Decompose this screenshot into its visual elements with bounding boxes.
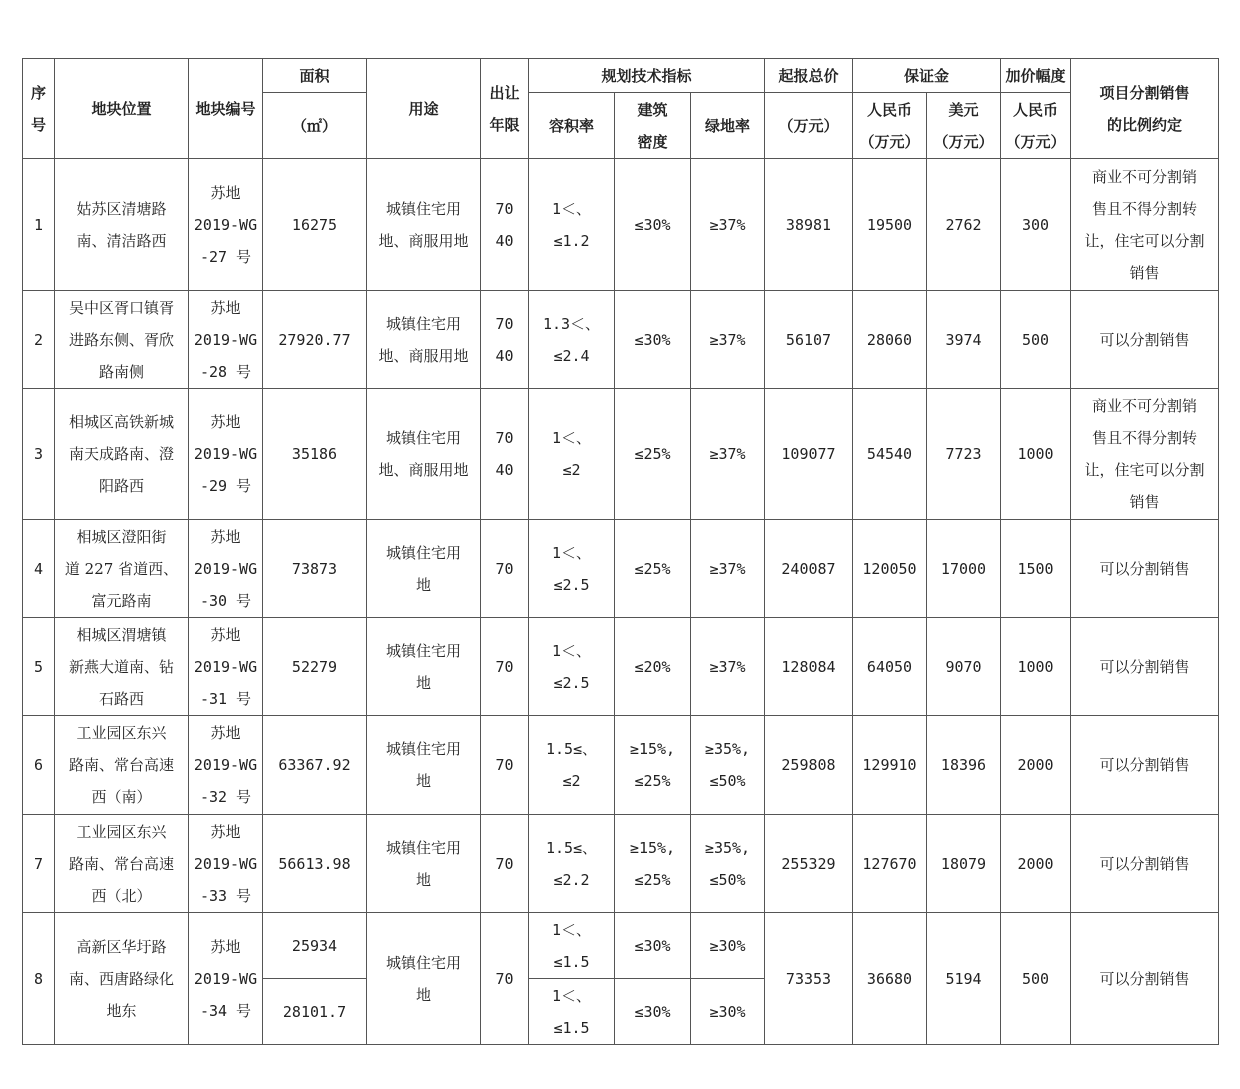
cell-seq: 7: [23, 815, 55, 913]
cell-price: 259808: [765, 716, 853, 815]
cell-term: 70 40: [481, 159, 529, 291]
cell-area: 56613.98: [263, 815, 367, 913]
header-area: 面积: [263, 59, 367, 93]
cell-increment: 1500: [1001, 520, 1071, 618]
cell-use: 城镇住宅用 地、商服用地: [367, 159, 481, 291]
cell-term: 70: [481, 913, 529, 1045]
cell-increment: 500: [1001, 913, 1071, 1045]
header-use: 用途: [367, 59, 481, 159]
cell-deposit-usd: 17000: [927, 520, 1001, 618]
land-parcel-table: [22, 58, 1219, 1045]
cell-split: 商业不可分割销 售且不得分割转 让，住宅可以分割 销售: [1071, 389, 1219, 520]
cell-far: 1＜、 ≤1.5: [529, 913, 615, 979]
cell-deposit-rmb: 129910: [853, 716, 927, 815]
cell-location: 相城区高铁新城 南天成路南、澄 阳路西: [55, 389, 189, 520]
cell-price: 240087: [765, 520, 853, 618]
header-increment-rmb: 人民币 （万元）: [1001, 93, 1071, 159]
header-far: 容积率: [529, 93, 615, 159]
cell-seq: 6: [23, 716, 55, 815]
header-seq: 序 号: [23, 59, 55, 159]
cell-location: 相城区澄阳街 道 227 省道西、 富元路南: [55, 520, 189, 618]
cell-seq: 4: [23, 520, 55, 618]
cell-density: ≤30%: [615, 979, 691, 1045]
cell-area: 52279: [263, 618, 367, 716]
cell-far: 1.5≤、 ≤2.2: [529, 815, 615, 913]
header-planning: 规划技术指标: [529, 59, 765, 93]
table-row: [23, 913, 1219, 979]
cell-deposit-usd: 18079: [927, 815, 1001, 913]
cell-increment: 300: [1001, 159, 1071, 291]
table-header: [23, 59, 1219, 159]
cell-price: 255329: [765, 815, 853, 913]
cell-seq: 3: [23, 389, 55, 520]
header-deposit-usd: 美元 （万元）: [927, 93, 1001, 159]
cell-seq: 8: [23, 913, 55, 1045]
cell-code: 苏地 2019-WG -33 号: [189, 815, 263, 913]
cell-deposit-usd: 5194: [927, 913, 1001, 1045]
cell-location: 高新区华圩路 南、西唐路绿化 地东: [55, 913, 189, 1045]
cell-location: 吴中区胥口镇胥 进路东侧、胥欣 路南侧: [55, 291, 189, 389]
cell-far: 1＜、 ≤2.5: [529, 618, 615, 716]
cell-far: 1＜、 ≤1.5: [529, 979, 615, 1045]
cell-area: 73873: [263, 520, 367, 618]
cell-price: 128084: [765, 618, 853, 716]
table-row: [23, 291, 1219, 389]
cell-green: ≥37%: [691, 389, 765, 520]
cell-split: 可以分割销售: [1071, 716, 1219, 815]
cell-green: ≥30%: [691, 979, 765, 1045]
cell-use: 城镇住宅用 地: [367, 716, 481, 815]
cell-term: 70: [481, 520, 529, 618]
cell-deposit-rmb: 127670: [853, 815, 927, 913]
cell-split: 可以分割销售: [1071, 913, 1219, 1045]
cell-green: ≥37%: [691, 291, 765, 389]
cell-deposit-usd: 3974: [927, 291, 1001, 389]
cell-area: 35186: [263, 389, 367, 520]
header-deposit-rmb: 人民币 （万元）: [853, 93, 927, 159]
cell-green: ≥37%: [691, 520, 765, 618]
cell-location: 工业园区东兴 路南、常台高速 西（北）: [55, 815, 189, 913]
cell-split: 可以分割销售: [1071, 618, 1219, 716]
header-term: 出让 年限: [481, 59, 529, 159]
cell-term: 70 40: [481, 291, 529, 389]
cell-split: 可以分割销售: [1071, 815, 1219, 913]
cell-green: ≥37%: [691, 159, 765, 291]
cell-increment: 2000: [1001, 815, 1071, 913]
cell-density: ≤30%: [615, 159, 691, 291]
cell-density: ≤20%: [615, 618, 691, 716]
cell-increment: 2000: [1001, 716, 1071, 815]
cell-green: ≥37%: [691, 618, 765, 716]
cell-deposit-usd: 9070: [927, 618, 1001, 716]
cell-split: 可以分割销售: [1071, 291, 1219, 389]
cell-code: 苏地 2019-WG -34 号: [189, 913, 263, 1045]
cell-green: ≥35%, ≤50%: [691, 716, 765, 815]
cell-deposit-rmb: 64050: [853, 618, 927, 716]
cell-deposit-rmb: 36680: [853, 913, 927, 1045]
table-row: [23, 815, 1219, 913]
cell-increment: 1000: [1001, 618, 1071, 716]
cell-green: ≥35%, ≤50%: [691, 815, 765, 913]
table-row: [23, 389, 1219, 520]
cell-far: 1＜、 ≤2.5: [529, 520, 615, 618]
table-row: [23, 618, 1219, 716]
cell-split: 商业不可分割销 售且不得分割转 让，住宅可以分割 销售: [1071, 159, 1219, 291]
cell-use: 城镇住宅用 地: [367, 520, 481, 618]
cell-far: 1.3＜、 ≤2.4: [529, 291, 615, 389]
cell-deposit-rmb: 19500: [853, 159, 927, 291]
cell-density: ≤25%: [615, 520, 691, 618]
header-start-price: 起报总价: [765, 59, 853, 93]
cell-area: 63367.92: [263, 716, 367, 815]
header-start-price-unit: （万元）: [765, 93, 853, 159]
cell-location: 姑苏区清塘路 南、清洁路西: [55, 159, 189, 291]
header-area-unit: （㎡）: [263, 93, 367, 159]
cell-density: ≤25%: [615, 389, 691, 520]
cell-green: ≥30%: [691, 913, 765, 979]
cell-use: 城镇住宅用 地: [367, 618, 481, 716]
cell-code: 苏地 2019-WG -31 号: [189, 618, 263, 716]
header-green: 绿地率: [691, 93, 765, 159]
cell-code: 苏地 2019-WG -30 号: [189, 520, 263, 618]
cell-term: 70: [481, 716, 529, 815]
cell-location: 相城区渭塘镇 新燕大道南、钻 石路西: [55, 618, 189, 716]
cell-price: 73353: [765, 913, 853, 1045]
cell-increment: 1000: [1001, 389, 1071, 520]
cell-area: 28101.7: [263, 979, 367, 1045]
table-body: [23, 159, 1219, 1045]
table-row: [23, 520, 1219, 618]
cell-density: ≤30%: [615, 291, 691, 389]
cell-deposit-rmb: 54540: [853, 389, 927, 520]
cell-far: 1＜、 ≤2: [529, 389, 615, 520]
cell-deposit-usd: 2762: [927, 159, 1001, 291]
cell-split: 可以分割销售: [1071, 520, 1219, 618]
cell-deposit-usd: 7723: [927, 389, 1001, 520]
cell-price: 56107: [765, 291, 853, 389]
header-increment: 加价幅度: [1001, 59, 1071, 93]
cell-area: 27920.77: [263, 291, 367, 389]
cell-use: 城镇住宅用 地: [367, 913, 481, 1045]
header-code: 地块编号: [189, 59, 263, 159]
cell-price: 38981: [765, 159, 853, 291]
table-row: [23, 159, 1219, 291]
cell-term: 70 40: [481, 389, 529, 520]
cell-use: 城镇住宅用 地: [367, 815, 481, 913]
cell-increment: 500: [1001, 291, 1071, 389]
cell-code: 苏地 2019-WG -28 号: [189, 291, 263, 389]
header-deposit: 保证金: [853, 59, 1001, 93]
cell-seq: 2: [23, 291, 55, 389]
cell-far: 1.5≤、 ≤2: [529, 716, 615, 815]
cell-term: 70: [481, 815, 529, 913]
cell-area: 16275: [263, 159, 367, 291]
cell-code: 苏地 2019-WG -27 号: [189, 159, 263, 291]
cell-use: 城镇住宅用 地、商服用地: [367, 291, 481, 389]
cell-use: 城镇住宅用 地、商服用地: [367, 389, 481, 520]
cell-density: ≤30%: [615, 913, 691, 979]
table-row: [23, 716, 1219, 815]
cell-location: 工业园区东兴 路南、常台高速 西（南）: [55, 716, 189, 815]
header-split: 项目分割销售 的比例约定: [1071, 59, 1219, 159]
cell-seq: 1: [23, 159, 55, 291]
cell-term: 70: [481, 618, 529, 716]
cell-code: 苏地 2019-WG -32 号: [189, 716, 263, 815]
cell-deposit-rmb: 120050: [853, 520, 927, 618]
header-density: 建筑 密度: [615, 93, 691, 159]
cell-far: 1＜、 ≤1.2: [529, 159, 615, 291]
cell-density: ≥15%, ≤25%: [615, 815, 691, 913]
cell-seq: 5: [23, 618, 55, 716]
cell-deposit-rmb: 28060: [853, 291, 927, 389]
cell-code: 苏地 2019-WG -29 号: [189, 389, 263, 520]
header-location: 地块位置: [55, 59, 189, 159]
cell-price: 109077: [765, 389, 853, 520]
cell-density: ≥15%, ≤25%: [615, 716, 691, 815]
cell-area: 25934: [263, 913, 367, 979]
cell-deposit-usd: 18396: [927, 716, 1001, 815]
